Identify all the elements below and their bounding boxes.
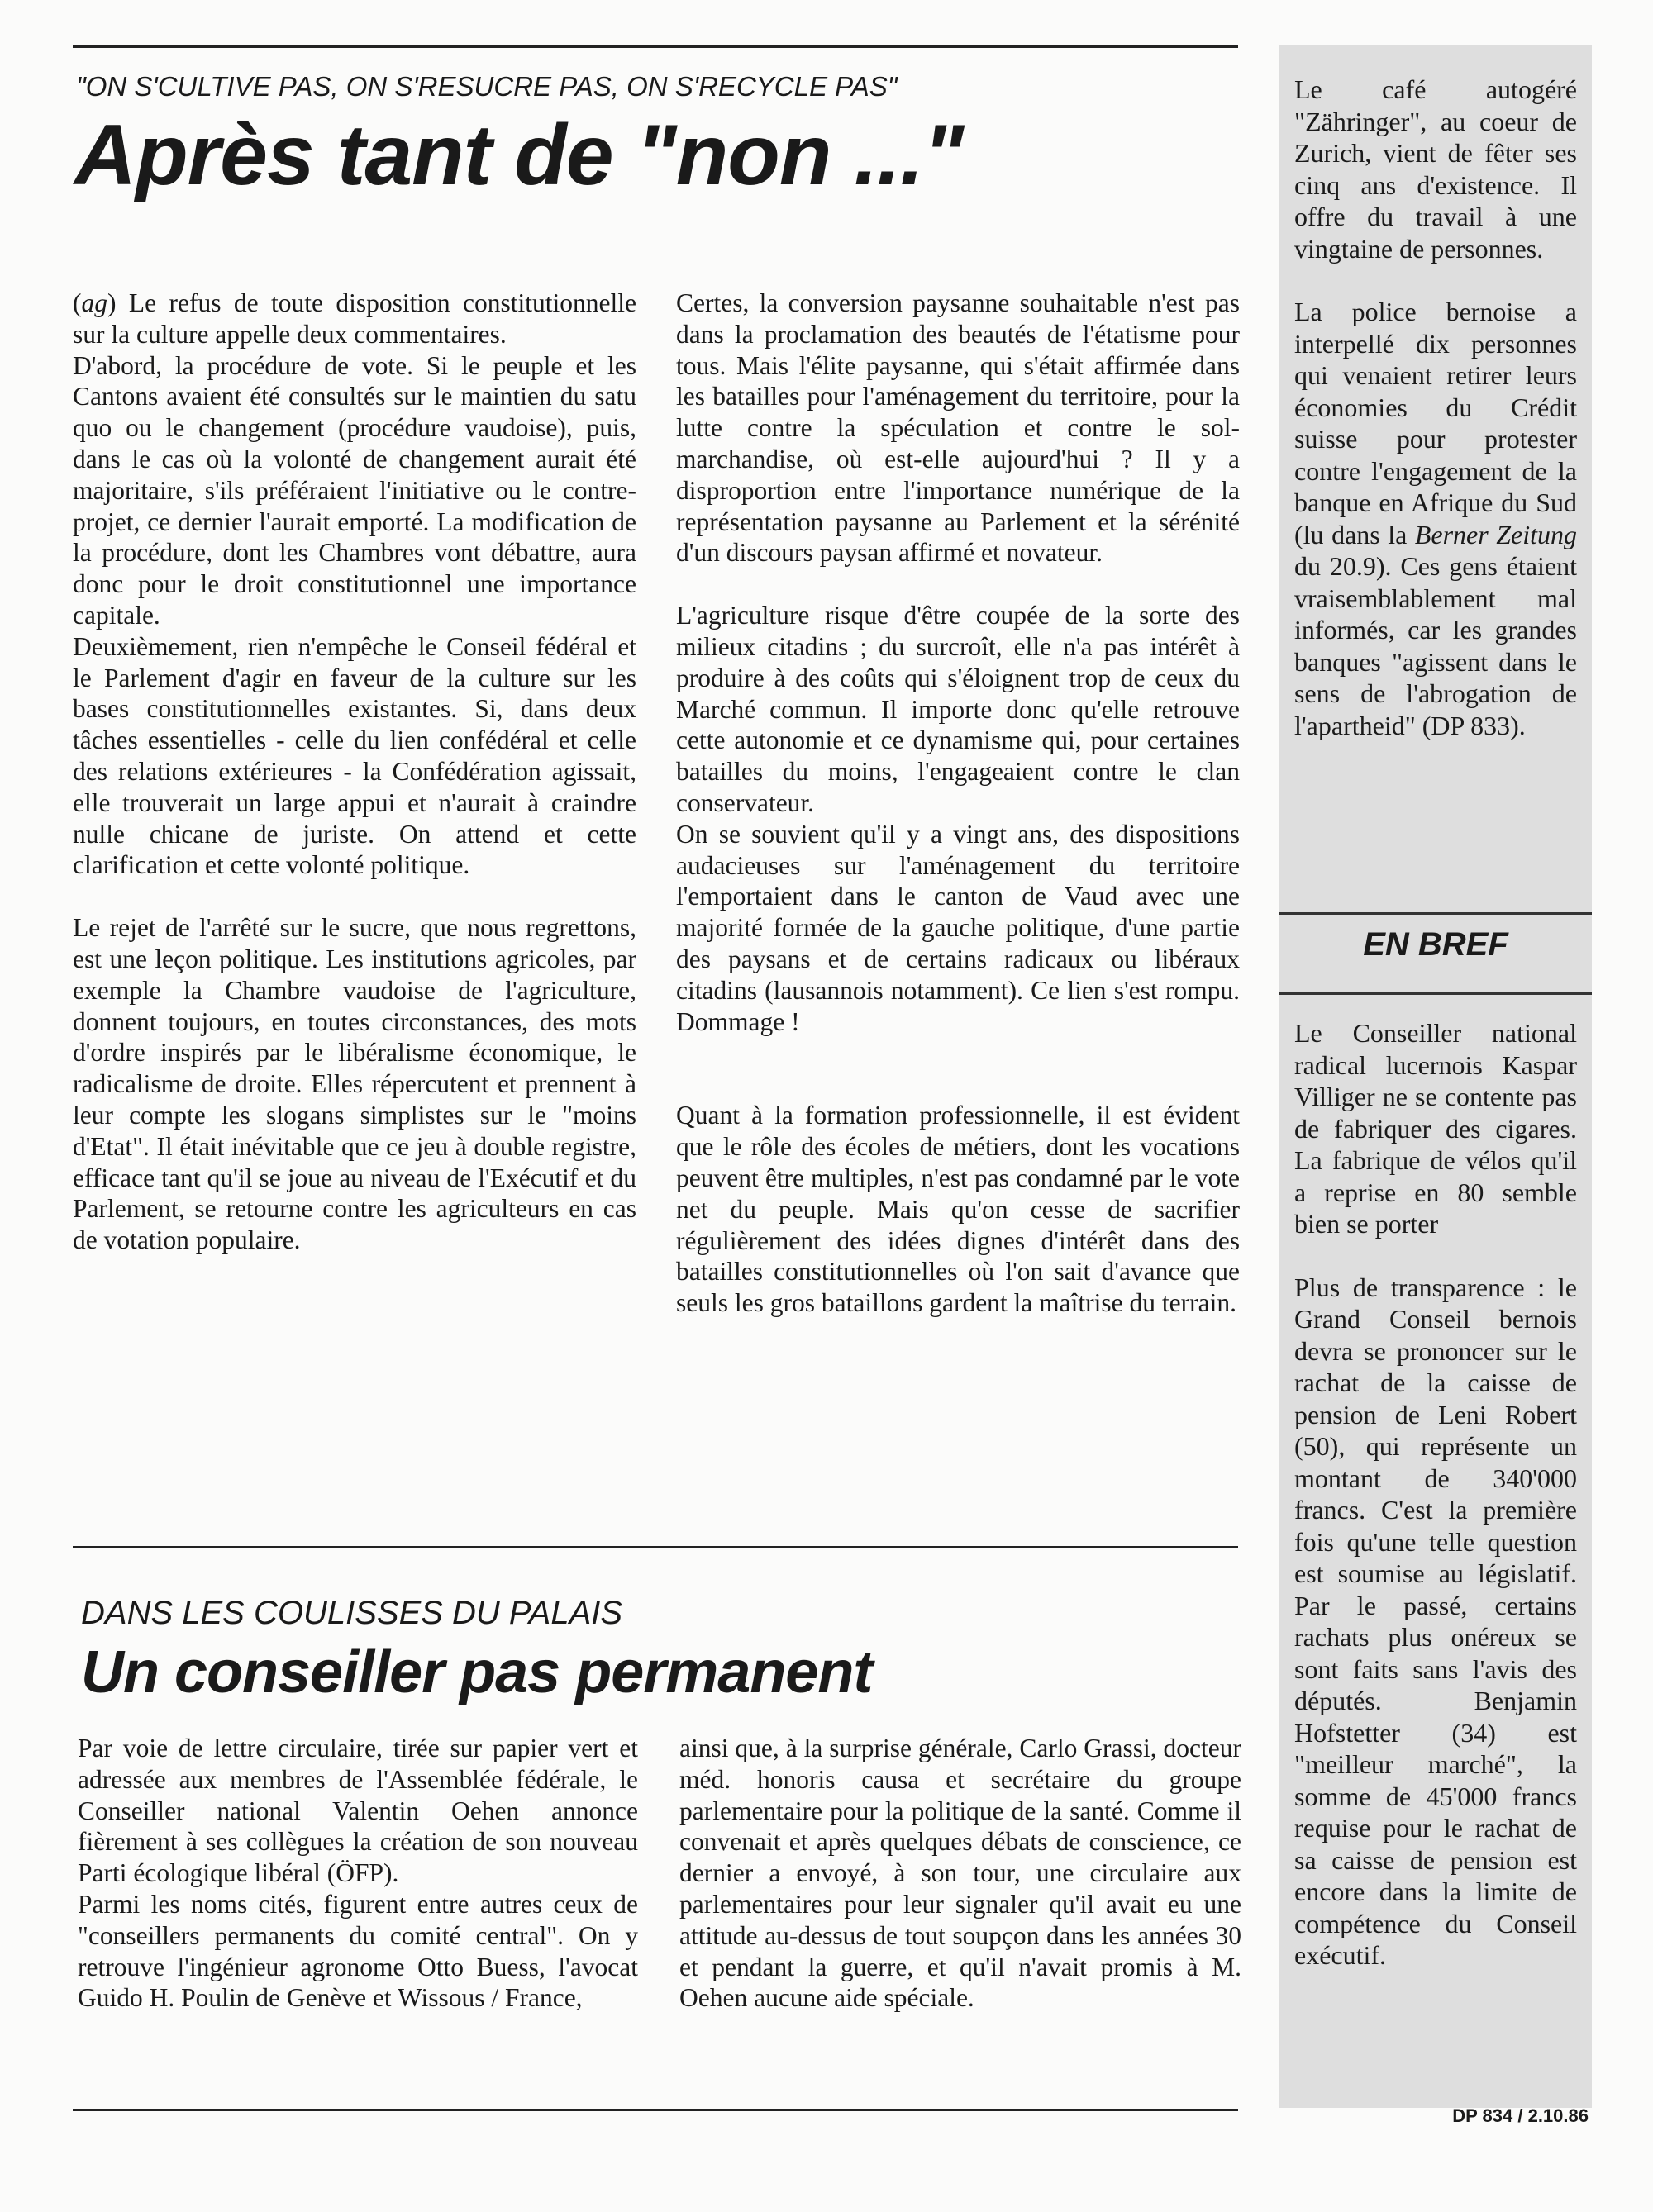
article1-paragraph: Quant à la formation professionnelle, il est évident que le rôle des écoles de métiers, dont les vocations peuvent être multiples, n'est pas condamné par le vote net du peuple. Mais qu'on cesse de sacrifier régulièrement des idées dignes d'intérêt dans des batailles constitutionnelles où l'on sait d'avance que seuls les gros bataillons gardent la maîtrise du terrain.: [676, 1101, 1240, 1318]
bottom-rule: [73, 2109, 1238, 2111]
article2-column-2: [679, 1733, 1241, 2014]
article1-kicker: "ON S'CULTIVE PAS, ON S'RESUCRE PAS, ON S'RECYCLE PAS": [76, 71, 898, 102]
en-bref-top-rule: [1279, 912, 1592, 915]
article1-paragraph: On se souvient qu'il y a vingt ans, des dispositions audacieuses sur l'aménagement du territoire l'emportaient dans le canton de Vaud avec une majorité formée de la gauche politique, d'une partie des paysans et de certains radicaux ou libéraux citadins (lausannois notamment). Ce lien s'est rompu. Dommage !: [676, 819, 1240, 1036]
sidebar-bottom-text: [1294, 1017, 1577, 1972]
article2-paragraph: ainsi que, à la surprise générale, Carlo Grassi, docteur méd. honoris causa et secrétaire du groupe parlementaire pour la politique de la santé. Comme il convenait et après quelques débats de conscience, ce dernier a envoyé, à son tour, une circulaire aux parlementaires pour leur signaler qu'il avait eu une attitude au-dessus de tout soupçon dans les années 30 et pendant la guerre, et qu'il n'avait promis à M. Oehen aucune aide spéciale.: [679, 1734, 1241, 2013]
top-rule: [73, 45, 1238, 48]
byline: ag: [81, 288, 107, 317]
article1-headline: Après tant de "non ...": [74, 107, 964, 203]
article2-paragraph: Par voie de lettre circulaire, tirée sur papier vert et adressée aux membres de l'Assemblée fédérale, le Conseiller national Valentin Oehen annonce fièrement à ses collègues la création de son nouveau Parti écologique libéral (ÖFP).: [78, 1734, 638, 1888]
article1-paragraph: Deuxièmement, rien n'empêche le Conseil fédéral et le Parlement d'agir en faveur de la culture sur les bases constitutionnelles existantes. Si, dans deux tâches essentielles - celle du lien confédéral et celle des relations extérieures - la Confédération agissait, elle trouverait un large appui et n'aurait à craindre nulle chicane de juriste. On attend et cette clarification et cette volonté politique.: [73, 631, 636, 880]
article1-column-2: [676, 288, 1240, 1319]
article2-kicker: DANS LES COULISSES DU PALAIS: [81, 1595, 623, 1631]
page-footer: DP 834 / 2.10.86: [1452, 2105, 1589, 2126]
sidebar: [1279, 45, 1592, 2108]
article2-column-1: [78, 1733, 638, 2014]
en-bref-title: EN BREF: [1363, 926, 1508, 963]
article1-paragraph: Certes, la conversion paysanne souhaitable n'est pas dans la proclamation des beautés de l'étatisme pour tous. Mais l'élite paysanne, qui s'était affirmée dans les batailles pour l'aménagement du territoire, pour la lutte contre la spéculation et contre le sol-marchandise, où est-elle aujourd'hui ? Il y a disproportion entre l'importance numérique de la représentation paysanne au Parlement et la sérénité d'un discours paysan affirmé et novateur.: [676, 288, 1240, 568]
article2-headline: Un conseiller pas permanent: [81, 1639, 873, 1705]
sidebar-item: La police bernoise a interpellé dix personnes qui venaient retirer leurs économies du Crédit suisse pour protester contre l'engagement de la banque en Afrique du Sud (lu dans la Berner Zeitung du 20.9). Ces gens étaient vraisemblablement mal informés, car les grandes banques "agissent dans le sens de l'abrogation de l'apartheid" (DP 833).: [1294, 297, 1577, 740]
sidebar-item: Le café autogéré "Zähringer", au coeur de Zurich, vient de fêter ses cinq ans d'existence. Il offre du travail à une vingtaine de personnes.: [1294, 74, 1577, 264]
article1-paragraph: Le rejet de l'arrêté sur le sucre, que nous regrettons, est une leçon politique. Les institutions agricoles, par exemple la Chambre vaudoise de l'agriculture, donnent toujours, en toutes circonstances, des mots d'ordre inspirés par le libéralisme économique, le radicalisme de droite. Elles répercutent et prennent à leur compte les slogans simplistes sur le "moins d'Etat". Il était inévitable que ce jeu à double registre, efficace tant qu'il se joue au niveau de l'Exécutif et du Parlement, se retourne contre les agriculteurs en cas de votation populaire.: [73, 913, 636, 1255]
sidebar-top-text: [1294, 74, 1577, 741]
article1-column-1: [73, 288, 636, 1256]
sidebar-item: Le Conseiller national radical lucernois Kaspar Villiger ne se contente pas de fabriquer des cigares. La fabrique de vélos qu'il a reprise en 80 semble bien se porter: [1294, 1018, 1577, 1239]
article1-paragraph: D'abord, la procédure de vote. Si le peuple et les Cantons avaient été consultés sur le maintien du satu quo ou le changement (procédure vaudoise), puis, dans le cas où la volonté de changement aurait été majoritaire, s'ils préféraient l'initiative ou le contre-projet, ce dernier l'aurait emporté. La modification de la procédure, dont les Chambres vont débattre, aura donc pour le droit constitutionnel une importance capitale.: [73, 350, 636, 630]
sidebar-item: Plus de transparence : le Grand Conseil bernois devra se prononcer sur le rachat de la caisse de pension de Leni Robert (50), qui représente un montant de 340'000 francs. C'est la première fois qu'une telle question est soumise au législatif. Par le passé, certains rachats plus onéreux se sont faits sans l'avis des députés. Benjamin Hofstetter (34) est "meilleur marché", la somme de 45'000 francs requise pour le rachat de sa caisse de pension est encore dans la limite de compétence du Conseil exécutif.: [1294, 1272, 1577, 1970]
article1-paragraph: L'agriculture risque d'être coupée de la sorte des milieux citadins ; du surcroît, elle n'a pas intérêt à produire à des coûts qui s'éloignent trop de ceux du Marché commun. Il importe donc qu'elle retrouve cette autonomie et ce dynamisme qui, pour certaines batailles du moins, l'engageaient contre le clan conservateur.: [676, 601, 1240, 817]
section-rule: [73, 1546, 1238, 1548]
article2-paragraph: Parmi les noms cités, figurent entre autres ceux de "conseillers permanents du comité central". On y retrouve l'ingénieur agronome Otto Buess, l'avocat Guido H. Poulin de Genève et Wissous / France,: [78, 1889, 638, 2013]
article1-paragraph: (ag) Le refus de toute disposition constitutionnelle sur la culture appelle deux commentaires.: [73, 288, 636, 349]
en-bref-bottom-rule: [1279, 992, 1592, 995]
